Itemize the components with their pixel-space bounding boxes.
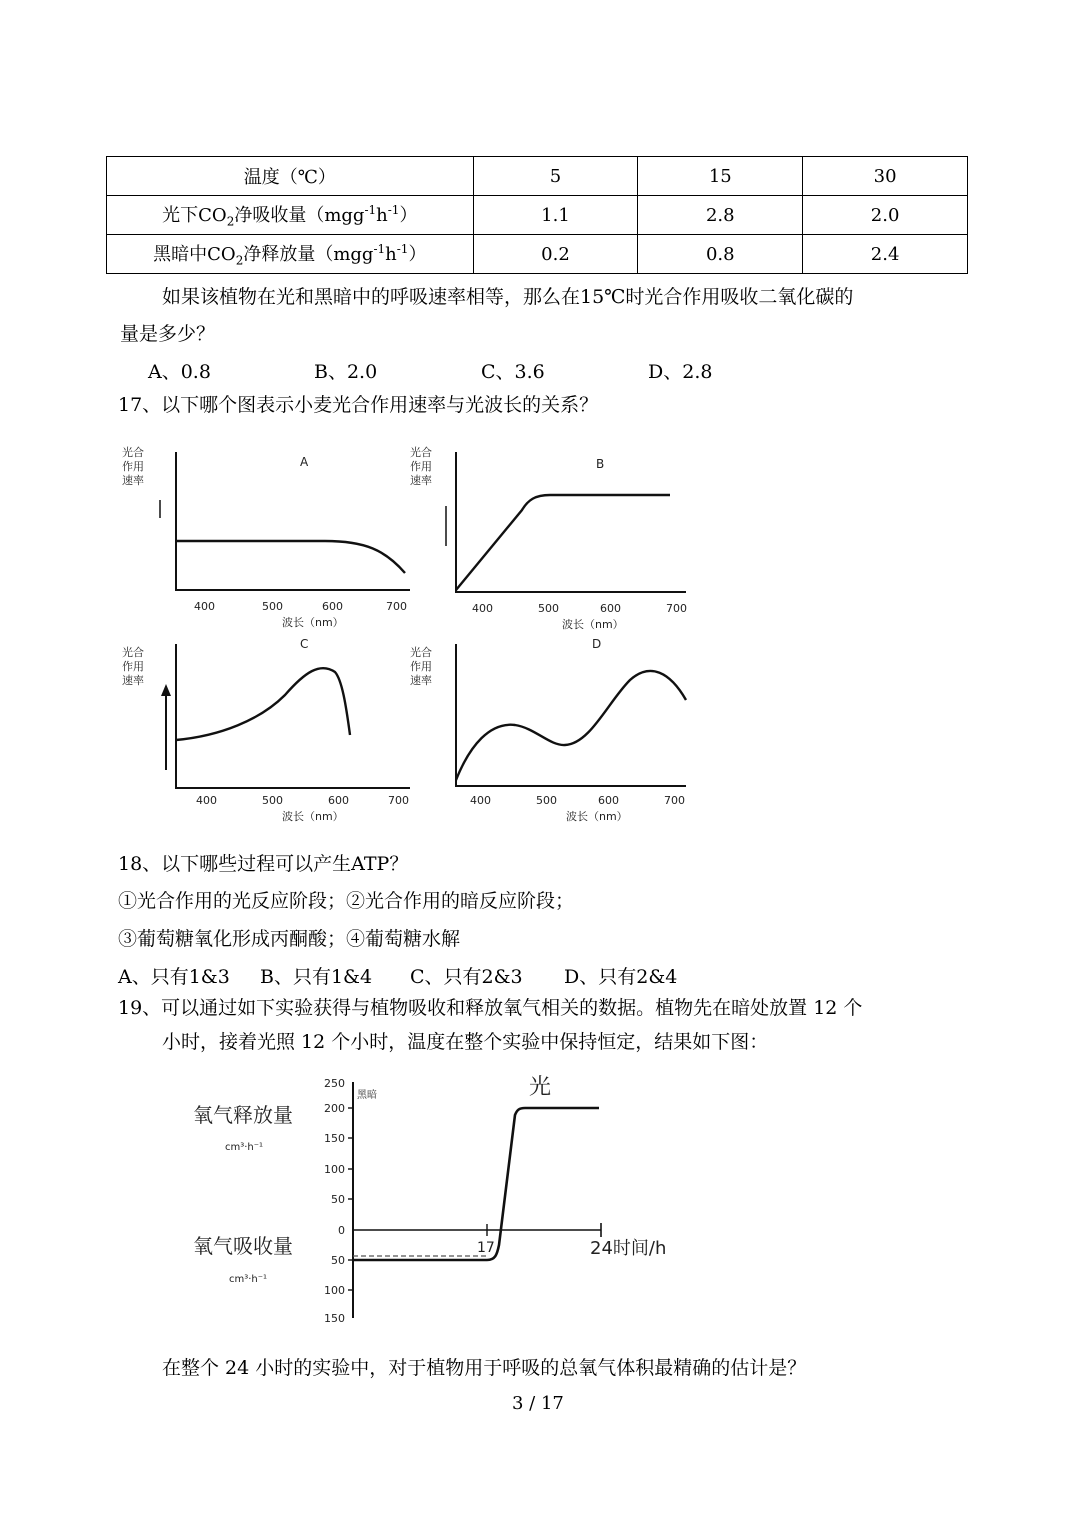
axes [176,644,410,788]
data-table [106,156,968,274]
y-arrow-head [161,684,171,696]
q19-text-line1: 19、可以通过如下实验获得与植物吸收和释放氧气相关的数据。植物先在暗处放置 12 个 [118,997,863,1019]
chart-panel-a [122,445,410,629]
tick-label: 600 [600,602,621,615]
y-tick-label: 200 [324,1102,345,1115]
x-axis-label: 波长（nm） [282,616,344,629]
tick-label: 400 [194,600,215,613]
table-row-label: 光下$CO_2$净吸收量$(mgg^{-1}h^{-1})$ [107,196,474,235]
ylabel-line: 作用 [122,660,144,673]
ylabel-line: 光合 [122,646,144,659]
dark-label: 黑暗 [357,1090,377,1101]
panel-label: D [592,637,602,651]
curve-a [176,541,405,573]
q19-text-line2: 小时，接着光照 12 个小时，温度在整个实验中保持恒定，结果如下图： [162,1031,769,1053]
ylabel-line: 速率 [410,474,432,487]
q18-line2: ③葡萄糖氧化形成丙酮酸；④葡萄糖水解 [118,928,461,950]
table-header-cell: 温度（℃） [107,157,474,196]
q18-option-c: C、只有2&3 [410,966,523,988]
release-label: 氧气释放量 [193,1103,293,1127]
ylabel-line: 光合 [122,446,144,459]
ylabel-line: 光合 [410,446,432,459]
q18-option-b: B、只有1&4 [260,966,373,988]
chart-panel-b [410,445,687,631]
y-tick-label: 0 [338,1224,345,1237]
panel-label: B [596,457,605,471]
table-row [107,196,968,235]
table-row-label: 黑暗中$CO_2$净释放量$(mgg^{-1}h^{-1})$ [107,235,474,274]
axes [456,644,686,786]
tick-label: 600 [322,600,343,613]
q18-option-a: A、只有1&3 [118,966,230,988]
q19-question: 在整个 24 小时的实验中，对于植物用于呼吸的总氧气体积最精确的估计是？ [162,1357,807,1379]
tick-label: 500 [262,600,283,613]
q16-text-line1: 如果该植物在光和黑暗中的呼吸速率相等，那么在15℃时光合作用吸收二氧化碳的 [162,286,854,308]
table-cell: 1.1 [473,196,638,235]
q16-option-b: B、2.0 [314,361,378,383]
tick-label: 700 [388,794,409,807]
x-axis-label: 波长（nm） [562,618,624,631]
y-tick-label: 150 [324,1312,345,1325]
page-number: 3 / 17 [512,1393,564,1414]
tick-label: 600 [328,794,349,807]
q16-option-d: D、2.8 [648,361,713,383]
q18-line1: ①光合作用的光反应阶段；②光合作用的暗反应阶段； [118,890,575,912]
tick-label: 500 [538,602,559,615]
wavelength-charts [110,440,710,830]
ylabel-line: 速率 [122,474,144,487]
y-tick-label: 250 [324,1077,345,1090]
tick-label: 700 [666,602,687,615]
ylabel-line: 速率 [410,674,432,687]
q18-option-d: D、只有2&4 [564,966,678,988]
ylabel-line: 光合 [410,646,432,659]
q18-text: 18、以下哪些过程可以产生ATP？ [118,853,409,875]
axes [176,452,410,590]
x-axis-label: 波长（nm） [566,810,628,823]
x-label-17: 17 [477,1240,495,1256]
ylabel-line: 作用 [410,460,432,473]
oxygen-data-line [353,1108,599,1260]
q16-option-c: C、3.6 [481,361,545,383]
panel-label: C [300,637,309,651]
table-header-cell: 30 [803,157,968,196]
tick-label: 700 [664,794,685,807]
table-cell: 2.4 [803,235,968,274]
light-label: 光 [529,1075,552,1100]
tick-label: 400 [196,794,217,807]
curve-b [456,495,670,590]
table-header-cell: 5 [473,157,638,196]
table-row [107,157,968,196]
y-tick-label: 150 [324,1132,345,1145]
x-axis-label: 波长（nm） [282,810,344,823]
ylabel-line: 速率 [122,674,144,687]
y-tick-label: 100 [324,1284,345,1297]
y-tick-label: 50 [331,1193,345,1206]
chart-panel-c [122,637,410,823]
tick-label: 400 [472,602,493,615]
q16-option-a: A、0.8 [148,361,211,383]
curve-c [176,668,350,740]
tick-label: 600 [598,794,619,807]
axes [456,452,686,592]
tick-label: 500 [262,794,283,807]
chart-panel-d [410,637,686,823]
panel-label: A [300,455,309,469]
q17-text: 17、以下哪个图表示小麦光合作用速率与光波长的关系？ [118,394,599,416]
table-header-cell: 15 [638,157,803,196]
absorb-unit: cm³·h⁻¹ [229,1274,268,1285]
table-cell: 2.0 [803,196,968,235]
tick-label: 500 [536,794,557,807]
tick-label: 700 [386,600,407,613]
ylabel-line: 作用 [122,460,144,473]
table-cell: 0.8 [638,235,803,274]
oxygen-chart [185,1070,705,1330]
y-tick-label: 50 [331,1254,345,1267]
absorb-label: 氧气吸收量 [193,1234,293,1258]
x-axis-label: 24时间/h [590,1238,667,1259]
tick-label: 400 [470,794,491,807]
curve-d [456,671,686,780]
table-cell: 0.2 [473,235,638,274]
ylabel-line: 作用 [410,660,432,673]
table-row [107,235,968,274]
y-tick-label: 100 [324,1163,345,1176]
q16-text-line2: 量是多少？ [120,323,216,345]
table-cell: 2.8 [638,196,803,235]
release-unit: cm³·h⁻¹ [225,1142,264,1153]
